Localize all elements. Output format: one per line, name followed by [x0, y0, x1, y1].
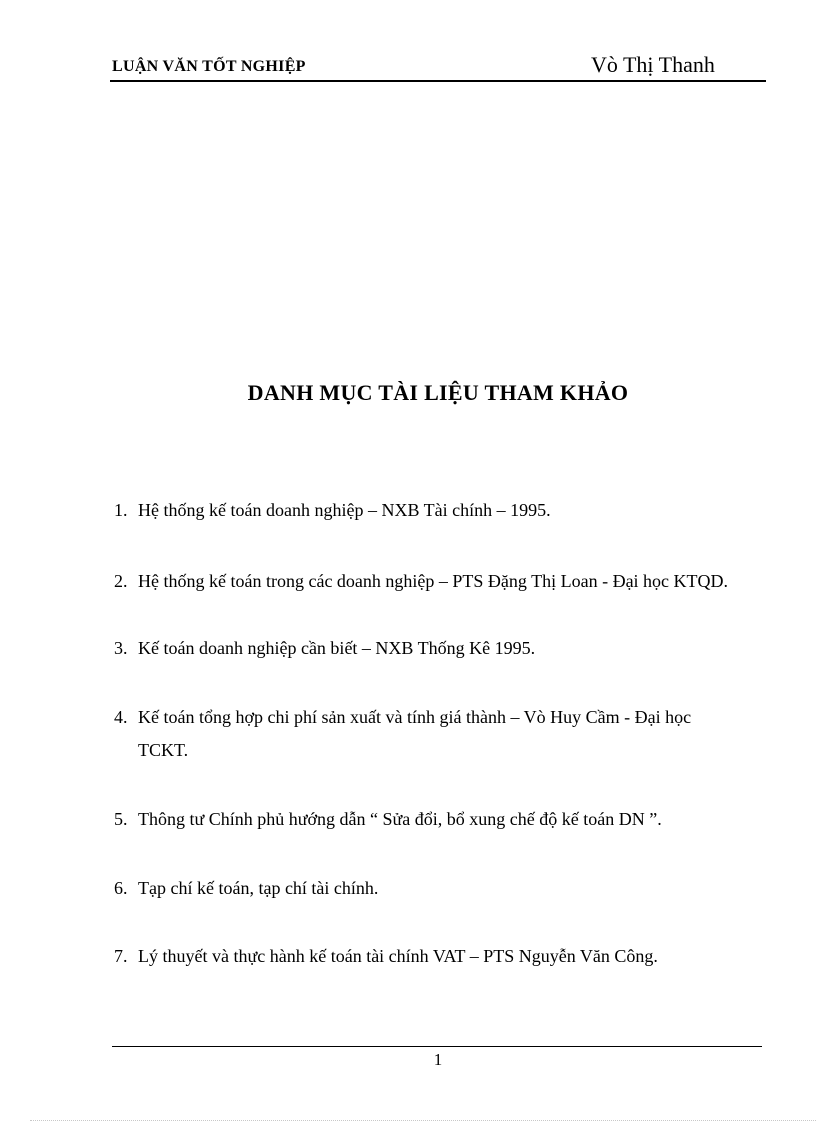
page-edge-divider: [30, 1120, 816, 1121]
reference-text: Tạp chí kế toán, tạp chí tài chính.: [138, 878, 379, 898]
reference-number: 6.: [114, 878, 128, 898]
reference-text: Kế toán doanh nghiệp cần biết – NXB Thống Kê 1995.: [138, 638, 536, 658]
reference-text: Hệ thống kế toán trong các doanh nghiệp – PTS Đặng Thị Loan - Đại học KTQD.: [138, 571, 729, 591]
reference-item-7: [114, 940, 754, 973]
reference-number: 5.: [114, 809, 128, 829]
author-name: Vò Thị Thanh: [591, 52, 715, 77]
reference-text: Hệ thống kế toán doanh nghiệp – NXB Tài chính – 1995.: [138, 500, 551, 520]
page-number: 1: [433, 1050, 443, 1069]
reference-number: 4.: [114, 707, 128, 727]
header-divider: [110, 80, 766, 82]
reference-number: 7.: [114, 946, 128, 966]
thesis-label: LUẬN VĂN TỐT NGHIỆP: [112, 58, 306, 75]
reference-item-3: [114, 632, 754, 665]
footer-divider: [112, 1046, 762, 1047]
page-title: DANH MỤC TÀI LIỆU THAM KHẢO: [247, 380, 629, 405]
reference-number: 3.: [114, 638, 128, 658]
reference-item-1: [114, 494, 754, 527]
reference-item-5: [114, 803, 754, 836]
reference-item-4: [114, 701, 724, 767]
reference-number: 1.: [114, 500, 128, 520]
reference-item-6: [114, 872, 754, 905]
reference-text: Lý thuyết và thực hành kế toán tài chính VAT – PTS Nguyễn Văn Công.: [138, 946, 658, 966]
reference-item-2: [114, 565, 754, 598]
reference-number: 2.: [114, 571, 128, 591]
reference-text: Thông tư Chính phủ hướng dẫn “ Sửa đổi, bổ xung chế độ kế toán DN ”.: [138, 809, 662, 829]
reference-text: Kế toán tổng hợp chi phí sản xuất và tính giá thành – Vò Huy Cầm - Đại học TCKT.: [138, 707, 692, 760]
